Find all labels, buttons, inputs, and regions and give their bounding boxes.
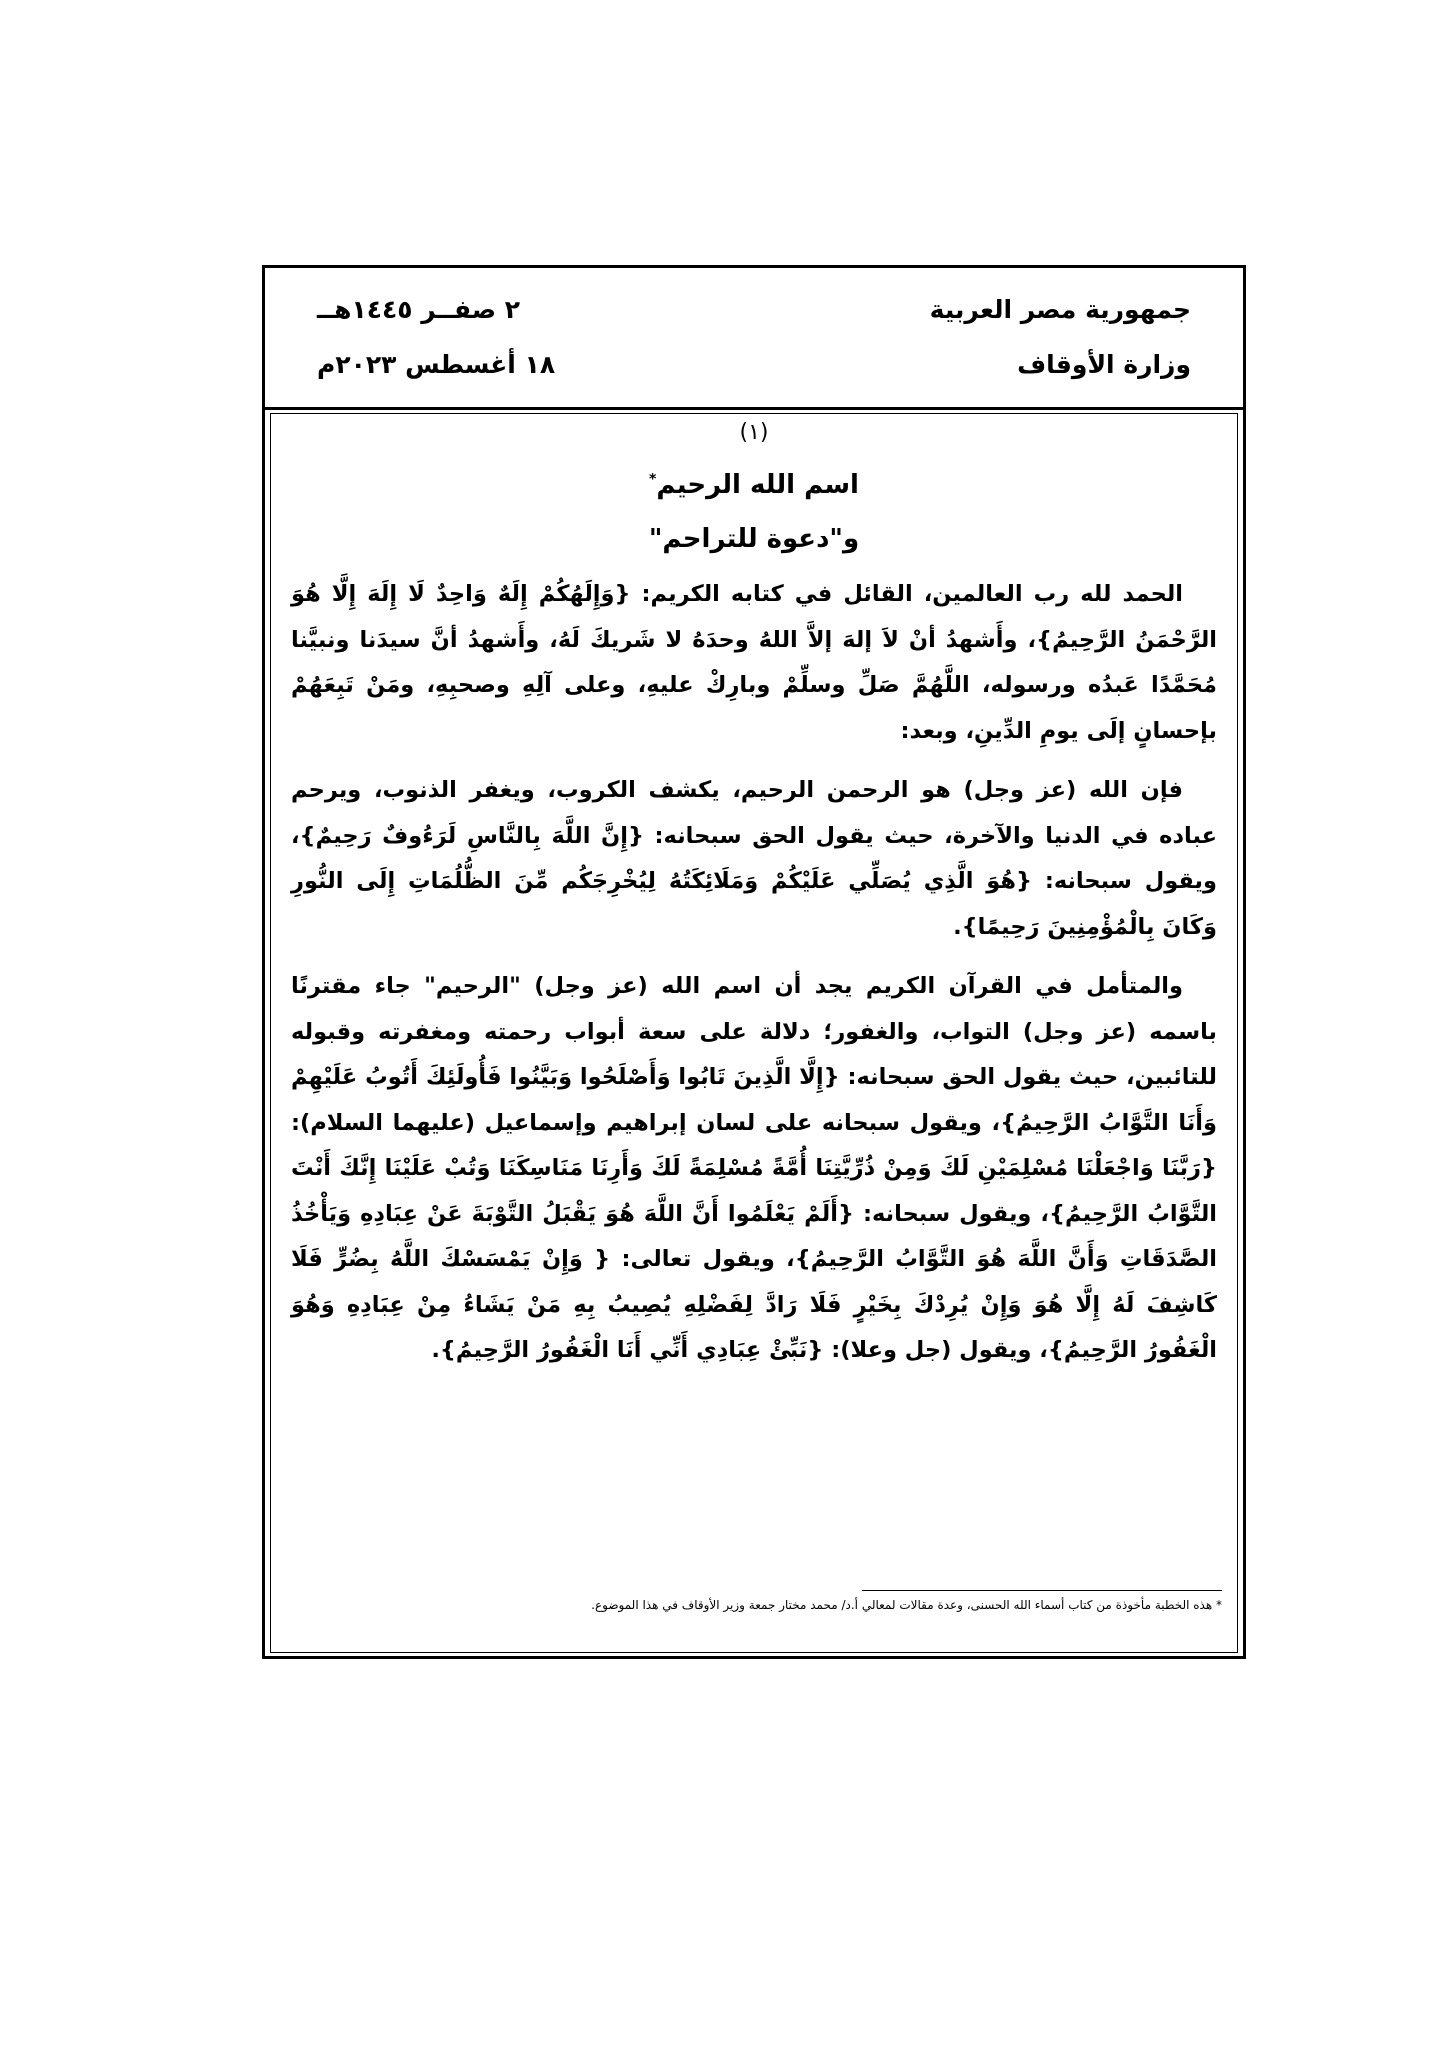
sermon-title [271,470,1237,500]
footnote: * هذه الخطبة مأخوذة من كتاب أسماء الله الحسنى، وعدة مقالات لمعالي أ.د/ محمد مختار جمعة وزير الأوقاف في هذا الموضوع. [591,1598,1222,1612]
ministry-name: وزارة الأوقاف [1017,350,1191,379]
paragraph-2: فإن الله (عز وجل) هو الرحمن الرحيم، يكشف الكروب، ويغفر الذنوب، ويرحم عباده في الدنيا والآخرة، حيث يقول الحق سبحانه: {إِنَّ اللَّهَ بِالنَّاسِ لَرَءُوفٌ رَحِيمٌ}، ويقول سبحانه: {هُوَ الَّذِي يُصَلِّي عَلَيْكُمْ وَمَلَائِكَتُهُ لِيُخْرِجَكُم مِّنَ الظُّلُمَاتِ إِلَى النُّورِ وَكَانَ بِالْمُؤْمِنِينَ رَحِيمًا}. [291,777,1217,940]
sermon-title-text: اسم الله الرحيم [656,470,859,500]
sermon-text [291,572,1217,1388]
document-header [265,268,1243,410]
inner-frame [270,413,1238,1653]
country-name: جمهورية مصر العربية [929,295,1191,324]
sermon-subtitle: و"دعوة للتراحم" [648,524,860,554]
document-frame [262,265,1246,1659]
page-number: (١) [739,420,769,445]
footnote-mark: * [649,471,657,488]
document-body [265,410,1243,1656]
paragraph-1: الحمد لله رب العالمين، القائل في كتابه الكريم: {وَإِلَهُكُمْ إِلَهٌ وَاحِدٌ لَا إِلَهَ إِلَّا هُوَ الرَّحْمَنُ الرَّحِيمُ}، وأَشهدُ أنْ لاَ إلهَ إلاَّ اللهُ وحدَهُ لا شَريكَ لَهُ، وأَشهدُ أنَّ سيدَنا ونبيَّنا مُحَمَّدًا عَبدُه ورسوله، اللَّهُمَّ صَلِّ وسلِّمْ وبارِكْ عليهِ، وعلى آلِهِ وصحبِهِ، ومَنْ تَبِعَهُمْ بإحسانٍ إلَى يومِ الدِّينِ، وبعد: [291,581,1217,744]
paragraph-3: والمتأمل في القرآن الكريم يجد أن اسم الله (عز وجل) "الرحيم" جاء مقترنًا باسمه (عز وجل) التواب، والغفور؛ دلالة على سعة أبواب رحمته ومغفرته وقبوله للتائبين، حيث يقول الحق سبحانه: {إِلَّا الَّذِينَ تَابُوا وَأَصْلَحُوا وَبَيَّنُوا فَأُولَئِكَ أَتُوبُ عَلَيْهِمْ وَأَنَا التَّوَّابُ الرَّحِيمُ}، ويقول سبحانه على لسان إبراهيم وإسماعيل (عليهما السلام): {رَبَّنَا وَاجْعَلْنَا مُسْلِمَيْنِ لَكَ وَمِنْ ذُرِّيَّتِنَا أُمَّةً مُسْلِمَةً لَكَ وَأَرِنَا مَنَاسِكَنَا وَتُبْ عَلَيْنَا إِنَّكَ أَنْتَ التَّوَّابُ الرَّحِيمُ}، ويقول سبحانه: {أَلَمْ يَعْلَمُوا أَنَّ اللَّهَ هُوَ يَقْبَلُ التَّوْبَةَ عَنْ عِبَادِهِ وَيَأْخُذُ الصَّدَقَاتِ وَأَنَّ اللَّهَ هُوَ التَّوَّابُ الرَّحِيمُ}، ويقول تعالى: { وَإِنْ يَمْسَسْكَ اللَّهُ بِضُرٍّ فَلَا كَاشِفَ لَهُ إِلَّا هُوَ وَإِنْ يُرِدْكَ بِخَيْرٍ فَلَا رَادَّ لِفَضْلِهِ يُصِيبُ بِهِ مَنْ يَشَاءُ مِنْ عِبَادِهِ وَهُوَ الْغَفُورُ الرَّحِيمُ}، ويقول (جل وعلا): {نَبِّئْ عِبَادِي أَنِّي أَنَا الْغَفُورُ الرَّحِيمُ}. [291,973,1217,1363]
hijri-date: ٢ صفــر ١٤٤٥هــ [317,295,520,324]
gregorian-date: ١٨ أغسطس ٢٠٢٣م [317,350,556,379]
footnote-separator [862,1590,1222,1591]
